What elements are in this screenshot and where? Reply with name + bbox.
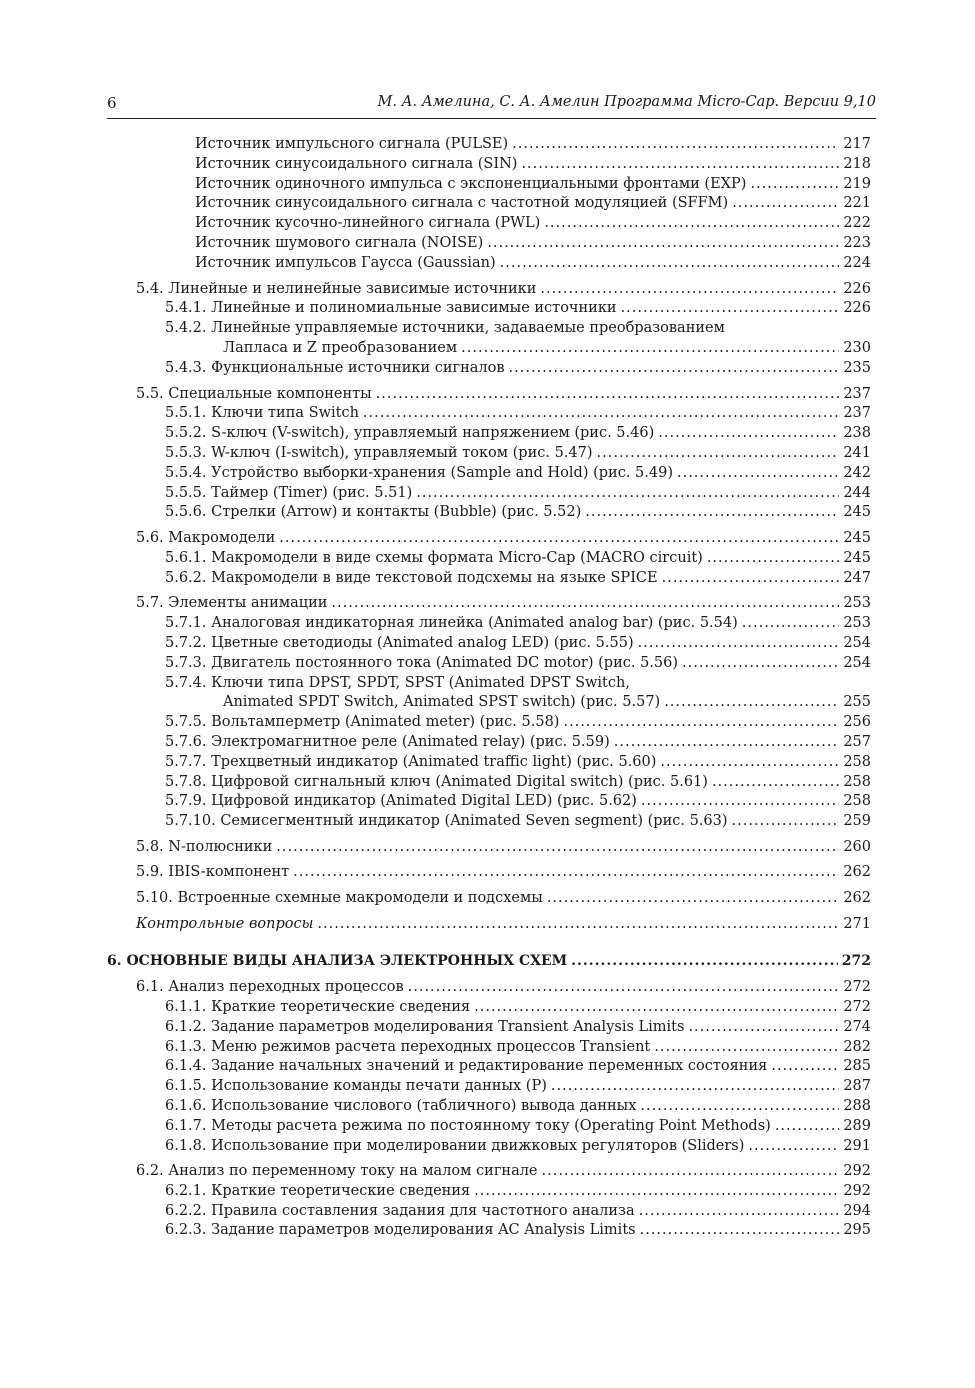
toc-entry-page: 224 (843, 255, 871, 271)
toc-entry (165, 1076, 871, 1096)
toc-entry-title: 6.1.4. Задание начальных значений и редактирование переменных состояния (165, 1058, 768, 1074)
toc-entry-page: 226 (843, 300, 871, 316)
toc-leader-dots (474, 1181, 839, 1201)
toc-entry (165, 463, 871, 483)
toc-entry (165, 1096, 871, 1116)
running-title: М. А. Амелина, С. А. Амелин Программа Micro-Cap. Версии 9,10 (377, 94, 876, 110)
toc-leader-dots (688, 1017, 839, 1037)
toc-entry-page: 257 (843, 734, 871, 750)
toc-entry-page: 245 (843, 550, 871, 566)
toc-leader-dots (638, 633, 839, 653)
toc-entry (165, 732, 871, 752)
toc-entry (165, 1201, 871, 1221)
toc-entry (165, 1181, 871, 1201)
toc-leader-dots (279, 528, 839, 548)
toc-entry-page: 292 (843, 1183, 871, 1199)
toc-entry-title: 5.7.3. Двигатель постоянного тока (Animated DC motor) (рис. 5.56) (165, 655, 679, 671)
toc-entry-page: 242 (843, 465, 871, 481)
toc-entry-title: 6.1.5. Использование команды печати данных (P) (165, 1078, 547, 1094)
toc-entry-title: Источник синусоидального сигнала (SIN) (195, 156, 518, 172)
toc-entry (195, 154, 871, 174)
toc-entry-title: 5.8. N-полюсники (136, 839, 273, 855)
toc-leader-dots (660, 752, 839, 772)
toc-entry-title: Animated SPDT Switch, Animated SPST switch) (рис. 5.57) (223, 694, 661, 710)
toc-leader-dots (544, 213, 839, 233)
toc-entry (165, 712, 871, 732)
toc-entry-page: 272 (843, 979, 871, 995)
toc-entry (165, 1056, 871, 1076)
toc-entry-title: 5.7. Элементы анимации (136, 595, 328, 611)
toc-entry-page: 294 (843, 1203, 871, 1219)
toc-entry (165, 997, 871, 1017)
toc-entry-title: 6.1.3. Меню режимов расчета переходных процессов Transient (165, 1039, 651, 1055)
toc-entry (136, 593, 871, 613)
toc-entry (165, 358, 871, 378)
toc-leader-dots (474, 997, 839, 1017)
toc-leader-dots (540, 279, 839, 299)
toc-entry-title: 5.7.1. Аналоговая индикаторная линейка (Animated analog bar) (рис. 5.54) (165, 615, 738, 631)
toc-entry (165, 483, 871, 503)
toc-entry-title: 5.5. Специальные компоненты (136, 386, 372, 402)
toc-entry (165, 811, 871, 831)
toc-entry (165, 633, 871, 653)
toc-entry-title: 6.1.1. Краткие теоретические сведения (165, 999, 471, 1015)
toc-entry-page: 245 (843, 504, 871, 520)
toc-entry (195, 193, 871, 213)
toc-entry-page: 291 (843, 1138, 871, 1154)
page-number: 6 (107, 94, 117, 112)
toc-entry-title: Источник импульсного сигнала (PULSE) (195, 136, 509, 152)
toc-entry-title: 5.7.6. Электромагнитное реле (Animated relay) (рис. 5.59) (165, 734, 610, 750)
toc-entry (107, 951, 871, 971)
toc-entry-title: 5.7.4. Ключи типа DPST, SPDT, SPST (Animated DPST Switch, (165, 675, 630, 691)
toc-entry-page: 221 (843, 195, 871, 211)
toc-entry-page: 258 (843, 774, 871, 790)
toc-entry (136, 837, 871, 857)
toc-entry-title: 5.6. Макромодели (136, 530, 276, 546)
toc-entry-title: 5.7.8. Цифровой сигнальный ключ (Animated Digital switch) (рис. 5.61) (165, 774, 708, 790)
toc-entry-title: 5.7.7. Трехцветный индикатор (Animated traffic light) (рис. 5.60) (165, 754, 657, 770)
toc-leader-dots (614, 732, 839, 752)
toc-entry-title: 5.7.10. Семисегментный индикатор (Animated Seven segment) (рис. 5.63) (165, 813, 728, 829)
toc-entry-page: 292 (843, 1163, 871, 1179)
toc-entry-title: Контрольные вопросы (136, 916, 314, 932)
toc-entry (165, 502, 871, 522)
toc-entry-title: 5.7.9. Цифровой индикатор (Animated Digital LED) (рис. 5.62) (165, 793, 637, 809)
toc-entry-page: 289 (843, 1118, 871, 1134)
toc-entry-page: 235 (843, 360, 871, 376)
toc-entry (165, 403, 871, 423)
toc-leader-dots (509, 358, 839, 378)
toc-entry (165, 1220, 871, 1240)
toc-entry-page: 262 (843, 864, 871, 880)
toc-leader-dots (542, 1161, 839, 1181)
toc-leader-dots (521, 154, 839, 174)
toc-entry-title: 5.6.1. Макромодели в виде схемы формата Micro-Cap (MACRO circuit) (165, 550, 703, 566)
toc-entry (195, 134, 871, 154)
toc-leader-dots (658, 423, 839, 443)
toc-entry (136, 888, 871, 908)
toc-entry-title: 6.2.2. Правила составления задания для частотного анализа (165, 1203, 635, 1219)
toc-entry-title: 6.1.6. Использование числового (табличного) вывода данных (165, 1098, 637, 1114)
toc-leader-dots (654, 1037, 839, 1057)
toc-leader-dots (461, 338, 839, 358)
toc-entry-page: 238 (843, 425, 871, 441)
toc-entry (195, 213, 871, 233)
toc-leader-dots (712, 772, 839, 792)
toc-entry (136, 528, 871, 548)
toc-entry-title: 5.5.6. Стрелки (Arrow) и контакты (Bubble) (рис. 5.52) (165, 504, 582, 520)
toc-leader-dots (487, 233, 839, 253)
toc-leader-dots (547, 888, 839, 908)
toc-leader-dots (293, 862, 839, 882)
toc-entry-page: 285 (843, 1058, 871, 1074)
toc-entry-page: 272 (841, 953, 871, 969)
toc-entry-page: 282 (843, 1039, 871, 1055)
toc-entry-title: Лапласа и Z преобразованием (223, 340, 458, 356)
toc-entry (165, 298, 871, 318)
toc-entry (136, 977, 871, 997)
toc-leader-dots (500, 253, 839, 273)
toc-entry-page: 245 (843, 530, 871, 546)
toc-entry (165, 423, 871, 443)
toc-leader-dots (585, 502, 839, 522)
toc-entry-page: 223 (843, 235, 871, 251)
toc-leader-dots (732, 811, 839, 831)
toc-entry-page: 222 (843, 215, 871, 231)
toc-entry-title: 5.4.2. Линейные управляемые источники, задаваемые преобразованием (165, 320, 725, 336)
toc-entry-page: 256 (843, 714, 871, 730)
toc-leader-dots (571, 951, 838, 971)
toc-entry (136, 1161, 871, 1181)
toc-entry (165, 772, 871, 792)
toc-leader-dots (363, 403, 839, 423)
toc-entry (165, 791, 871, 811)
toc-entry-title: 5.10. Встроенные схемные макромодели и подсхемы (136, 890, 543, 906)
toc-entry-title: 5.5.1. Ключи типа Switch (165, 405, 359, 421)
toc-entry-page: 258 (843, 793, 871, 809)
toc-entry (195, 174, 871, 194)
toc-entry-title: 6.2. Анализ по переменному току на малом сигнале (136, 1163, 538, 1179)
toc-leader-dots (640, 1220, 839, 1240)
toc-entry-title: 6. ОСНОВНЫЕ ВИДЫ АНАЛИЗА ЭЛЕКТРОННЫХ СХЕМ (107, 953, 568, 969)
toc-leader-dots (597, 443, 839, 463)
toc-entry-title: Источник импульсов Гаусса (Gaussian) (195, 255, 496, 271)
toc-entry-page: 272 (843, 999, 871, 1015)
toc-entry-page: 237 (843, 386, 871, 402)
toc-entry-page: 218 (843, 156, 871, 172)
toc-entry-title: 5.7.5. Вольтамперметр (Animated meter) (рис. 5.58) (165, 714, 560, 730)
toc-entry (223, 338, 871, 358)
toc-entry-page: 295 (843, 1222, 871, 1238)
toc-entry (195, 233, 871, 253)
toc-leader-dots (664, 692, 839, 712)
toc-entry-page: 219 (843, 176, 871, 192)
toc-leader-dots (748, 1136, 839, 1156)
toc-entry-title: 6.1. Анализ переходных процессов (136, 979, 404, 995)
toc-entry (165, 673, 871, 693)
toc-entry-title: 5.6.2. Макромодели в виде текстовой подсхемы на языке SPICE (165, 570, 658, 586)
toc-leader-dots (563, 712, 839, 732)
toc-entry-page: 253 (843, 595, 871, 611)
toc-entry (136, 279, 871, 299)
toc-leader-dots (732, 193, 839, 213)
toc-entry-title: Источник шумового сигнала (NOISE) (195, 235, 484, 251)
toc-entry-page: 255 (843, 694, 871, 710)
toc-entry-page: 262 (843, 890, 871, 906)
toc-entry-title: 5.5.3. W-ключ (I-switch), управляемый током (рис. 5.47) (165, 445, 593, 461)
toc-entry (165, 613, 871, 633)
toc-entry (165, 1116, 871, 1136)
toc-entry-page: 259 (843, 813, 871, 829)
toc-entry-title: 5.4.1. Линейные и полиномиальные зависимые источники (165, 300, 617, 316)
toc-entry-title: 5.4. Линейные и нелинейные зависимые источники (136, 281, 537, 297)
toc-entry (195, 253, 871, 273)
toc-leader-dots (662, 568, 839, 588)
toc-leader-dots (771, 1056, 839, 1076)
toc-entry (165, 1017, 871, 1037)
toc-entry-title: 5.7.2. Цветные светодиоды (Animated analog LED) (рис. 5.55) (165, 635, 634, 651)
toc-entry-page: 274 (843, 1019, 871, 1035)
toc-entry-title: 6.2.3. Задание параметров моделирования AC Analysis Limits (165, 1222, 636, 1238)
toc-entry-title: 6.1.2. Задание параметров моделирования Transient Analysis Limits (165, 1019, 685, 1035)
toc-entry-page: 226 (843, 281, 871, 297)
toc-leader-dots (416, 483, 839, 503)
toc-entry-title: 6.1.7. Методы расчета режима по постоянному току (Operating Point Methods) (165, 1118, 771, 1134)
toc-leader-dots (276, 837, 839, 857)
toc-entry-page: 253 (843, 615, 871, 631)
toc-entry-page: 247 (843, 570, 871, 586)
toc-entry (165, 568, 871, 588)
toc-entry-page: 260 (843, 839, 871, 855)
toc-leader-dots (551, 1076, 839, 1096)
toc-leader-dots (707, 548, 839, 568)
toc-entry-title: 5.4.3. Функциональные источники сигналов (165, 360, 505, 376)
toc-leader-dots (640, 1096, 839, 1116)
toc-leader-dots (621, 298, 839, 318)
toc-leader-dots (331, 593, 839, 613)
toc-entry-page: 287 (843, 1078, 871, 1094)
toc-leader-dots (775, 1116, 839, 1136)
toc-entry (165, 318, 871, 338)
toc-entry (223, 692, 871, 712)
toc-entry-title: 6.2.1. Краткие теоретические сведения (165, 1183, 471, 1199)
toc-leader-dots (742, 613, 839, 633)
toc-entry-page: 230 (843, 340, 871, 356)
toc-entry-title: Источник кусочно-линейного сигнала (PWL) (195, 215, 541, 231)
toc-entry-title: 5.5.4. Устройство выборки-хранения (Sample and Hold) (рис. 5.49) (165, 465, 673, 481)
toc-leader-dots (376, 384, 839, 404)
toc-entry-page: 258 (843, 754, 871, 770)
toc-entry (136, 914, 871, 934)
toc-entry-page: 217 (843, 136, 871, 152)
toc-entry-title: 6.1.8. Использование при моделировании движковых регуляторов (Sliders) (165, 1138, 745, 1154)
running-header (107, 94, 876, 119)
toc-entry (165, 1136, 871, 1156)
toc-entry-title: Источник синусоидального сигнала с частотной модуляцией (SFFM) (195, 195, 729, 211)
toc-entry-title: 5.5.5. Таймер (Timer) (рис. 5.51) (165, 485, 413, 501)
toc-entry (165, 1037, 871, 1057)
toc-entry (165, 752, 871, 772)
toc-entry-title: 5.5.2. S-ключ (V-switch), управляемый напряжением (рис. 5.46) (165, 425, 655, 441)
toc-leader-dots (750, 174, 839, 194)
toc-entry-page: 254 (843, 635, 871, 651)
toc-entry-page: 237 (843, 405, 871, 421)
toc-entry (165, 548, 871, 568)
toc-entry (136, 384, 871, 404)
toc-leader-dots (641, 791, 839, 811)
toc-entry-title: 5.9. IBIS-компонент (136, 864, 290, 880)
toc-entry (136, 862, 871, 882)
toc-leader-dots (677, 463, 839, 483)
toc-entry-title: Источник одиночного импульса с экспоненциальными фронтами (EXP) (195, 176, 747, 192)
toc-entry (165, 653, 871, 673)
toc-entry-page: 271 (843, 916, 871, 932)
toc-leader-dots (639, 1201, 839, 1221)
toc-entry-page: 288 (843, 1098, 871, 1114)
toc-entry-page: 241 (843, 445, 871, 461)
toc-leader-dots (512, 134, 839, 154)
toc-leader-dots (317, 914, 839, 934)
toc-entry-page: 244 (843, 485, 871, 501)
toc-leader-dots (408, 977, 839, 997)
toc-leader-dots (682, 653, 839, 673)
toc-entry-page: 254 (843, 655, 871, 671)
toc-entry (165, 443, 871, 463)
